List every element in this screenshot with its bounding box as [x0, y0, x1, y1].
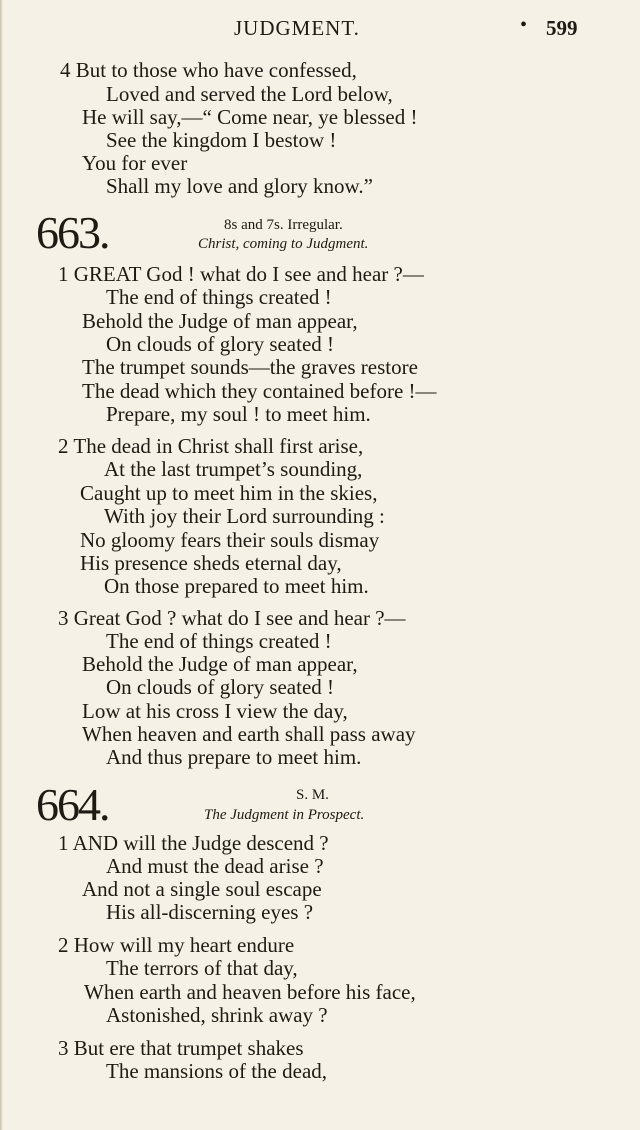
- verse-line: You for ever: [82, 151, 188, 175]
- verse-line: And thus prepare to meet him.: [106, 745, 362, 769]
- verse-line: 4 But to those who have confessed,: [60, 58, 357, 82]
- verse-line: On those prepared to meet him.: [104, 574, 369, 598]
- page-header: [0, 16, 640, 42]
- verse-line: 3 But ere that trumpet shakes: [58, 1036, 304, 1060]
- hymn-number: 663.: [36, 207, 109, 258]
- header-mark: •: [520, 14, 528, 36]
- hymn-number: 664.: [36, 779, 109, 830]
- verse-line: And not a single soul escape: [82, 877, 322, 901]
- page-number: 599: [546, 16, 578, 40]
- verse-line: 1 AND will the Judge descend ?: [58, 831, 329, 855]
- verse-line: The end of things created !: [106, 285, 332, 309]
- verse-line: His presence sheds eternal day,: [80, 551, 342, 575]
- verse-line: No gloomy fears their souls dismay: [80, 528, 380, 552]
- verse-line: Caught up to meet him in the skies,: [80, 481, 378, 505]
- verse-line: The mansions of the dead,: [106, 1059, 328, 1083]
- hymn-subtitle: Christ, coming to Judgment.: [198, 236, 369, 252]
- verse-line: And must the dead arise ?: [106, 854, 324, 878]
- verse-line: When earth and heaven before his face,: [84, 980, 416, 1004]
- verse-line: Loved and served the Lord below,: [106, 82, 393, 106]
- verse-line: 2 The dead in Christ shall first arise,: [58, 434, 364, 458]
- verse-line: His all-discerning eyes ?: [106, 900, 314, 924]
- verse-line: See the kingdom I bestow !: [106, 128, 337, 152]
- hymn-meter: S. M.: [296, 787, 329, 803]
- hymn-meter: 8s and 7s. Irregular.: [224, 217, 343, 233]
- verse-line: Prepare, my soul ! to meet him.: [106, 402, 371, 426]
- verse-line: At the last trumpet’s sounding,: [104, 457, 363, 481]
- verse-line: With joy their Lord surrounding :: [104, 504, 385, 528]
- verse-line: Behold the Judge of man appear,: [82, 309, 358, 333]
- page-spine-shadow: [0, 0, 3, 1130]
- verse-line: On clouds of glory seated !: [106, 675, 335, 699]
- hymn-subtitle: The Judgment in Prospect.: [204, 807, 365, 823]
- verse-line: The trumpet sounds—the graves restore: [82, 355, 418, 379]
- verse-line: 2 How will my heart endure: [58, 933, 295, 957]
- verse-line: Astonished, shrink away ?: [106, 1003, 328, 1027]
- verse-line: Low at his cross I view the day,: [82, 699, 348, 723]
- running-title: JUDGMENT.: [234, 16, 360, 40]
- verse-line: The end of things created !: [106, 629, 332, 653]
- verse-line: Behold the Judge of man appear,: [82, 652, 358, 676]
- verse-line: The terrors of that day,: [106, 956, 298, 980]
- verse-line: Shall my love and glory know.”: [106, 174, 373, 198]
- verse-line: The dead which they contained before !—: [82, 379, 437, 403]
- verse-line: 3 Great God ? what do I see and hear ?—: [58, 606, 406, 630]
- verse-line: 1 GREAT God ! what do I see and hear ?—: [58, 262, 424, 286]
- verse-line: He will say,—“ Come near, ye blessed !: [82, 105, 418, 129]
- verse-line: On clouds of glory seated !: [106, 332, 335, 356]
- verse-line: When heaven and earth shall pass away: [82, 722, 416, 746]
